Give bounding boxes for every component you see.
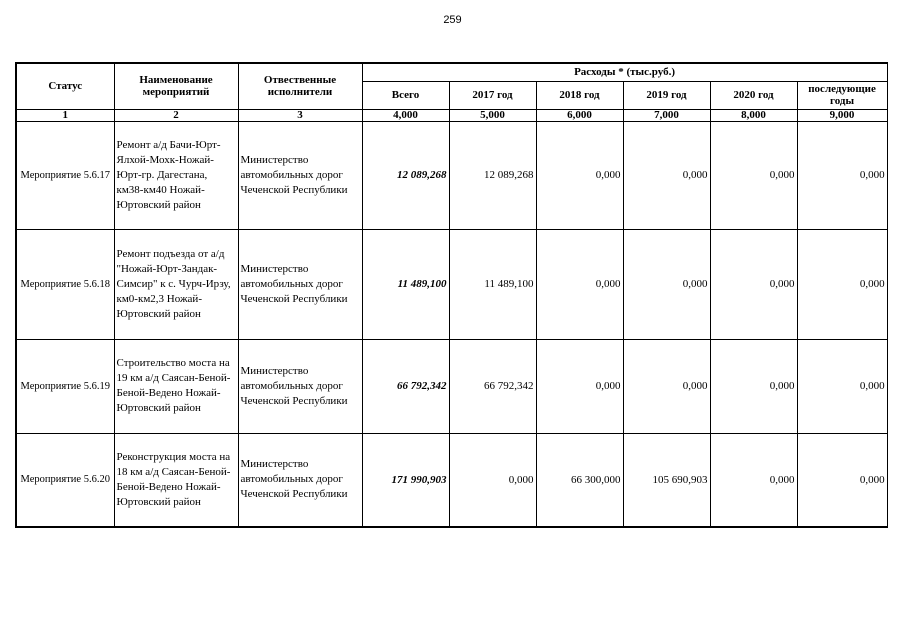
header-total: Всего	[362, 81, 449, 109]
header-subsequent	[797, 81, 887, 109]
row-total: 11 489,100	[362, 229, 449, 339]
page-number: 259	[443, 14, 462, 26]
table-row	[16, 121, 887, 229]
column-number: 4,000	[362, 109, 449, 121]
row-2019: 0,000	[623, 339, 710, 433]
row-2018: 0,000	[536, 229, 623, 339]
row-subsequent: 0,000	[797, 121, 887, 229]
row-name: Ремонт а/д Бачи-Юрт-Ялхой-Мохк-Ножай-Юрт-гр. Дагестана, км38-км40 Ножай-Юртовский район	[114, 121, 238, 229]
row-name: Ремонт подъезда от а/д "Ножай-Юрт-Зандак-Симсир" к с. Чурч-Ирзу, км0-км2,3 Ножай-Юртовский район	[114, 229, 238, 339]
row-subsequent: 0,000	[797, 229, 887, 339]
row-total: 66 792,342	[362, 339, 449, 433]
row-2018: 0,000	[536, 339, 623, 433]
row-status: Мероприятие 5.6.18	[16, 229, 114, 339]
row-2018: 0,000	[536, 121, 623, 229]
row-status: Мероприятие 5.6.17	[16, 121, 114, 229]
column-numbers-row	[16, 109, 887, 121]
expenses-table	[15, 62, 888, 528]
header-2018: 2018 год	[536, 81, 623, 109]
header-2017: 2017 год	[449, 81, 536, 109]
column-number: 7,000	[623, 109, 710, 121]
row-total: 12 089,268	[362, 121, 449, 229]
column-number: 8,000	[710, 109, 797, 121]
row-status: Мероприятие 5.6.19	[16, 339, 114, 433]
row-executor: Министерство автомобильных дорог Чеченской Республики	[238, 433, 362, 527]
row-2020: 0,000	[710, 339, 797, 433]
row-name: Строительство моста на 19 км а/д Саясан-Беной-Беной-Ведено Ножай-Юртовский район	[114, 339, 238, 433]
row-2020: 0,000	[710, 121, 797, 229]
row-executor: Министерство автомобильных дорог Чеченской Республики	[238, 339, 362, 433]
row-executor: Министерство автомобильных дорог Чеченской Республики	[238, 121, 362, 229]
row-2019: 0,000	[623, 229, 710, 339]
row-executor: Министерство автомобильных дорог Чеченской Республики	[238, 229, 362, 339]
header-name: Наименование мероприятий	[114, 63, 238, 109]
table-row	[16, 229, 887, 339]
row-2018: 66 300,000	[536, 433, 623, 527]
header-status: Статус	[16, 63, 114, 109]
header-executors: Отвественные исполнители	[238, 63, 362, 109]
row-total: 171 990,903	[362, 433, 449, 527]
row-name: Реконструкция моста на 18 км а/д Саясан-Беной-Беной-Ведено Ножай-Юртовский район	[114, 433, 238, 527]
table-row	[16, 433, 887, 527]
row-2020: 0,000	[710, 229, 797, 339]
header-2020: 2020 год	[710, 81, 797, 109]
column-number: 9,000	[797, 109, 887, 121]
row-2017: 11 489,100	[449, 229, 536, 339]
row-status: Мероприятие 5.6.20	[16, 433, 114, 527]
column-number: 3	[238, 109, 362, 121]
row-2017: 12 089,268	[449, 121, 536, 229]
row-2019: 105 690,903	[623, 433, 710, 527]
row-2017: 0,000	[449, 433, 536, 527]
column-number: 6,000	[536, 109, 623, 121]
row-2019: 0,000	[623, 121, 710, 229]
row-subsequent: 0,000	[797, 433, 887, 527]
row-2020: 0,000	[710, 433, 797, 527]
row-subsequent: 0,000	[797, 339, 887, 433]
column-number: 2	[114, 109, 238, 121]
table-row	[16, 339, 887, 433]
header-subsequent-label: последующие годы	[808, 83, 876, 107]
column-number: 1	[16, 109, 114, 121]
header-2019: 2019 год	[623, 81, 710, 109]
header-expenses: Расходы * (тыс.руб.)	[362, 63, 887, 81]
column-number: 5,000	[449, 109, 536, 121]
row-2017: 66 792,342	[449, 339, 536, 433]
